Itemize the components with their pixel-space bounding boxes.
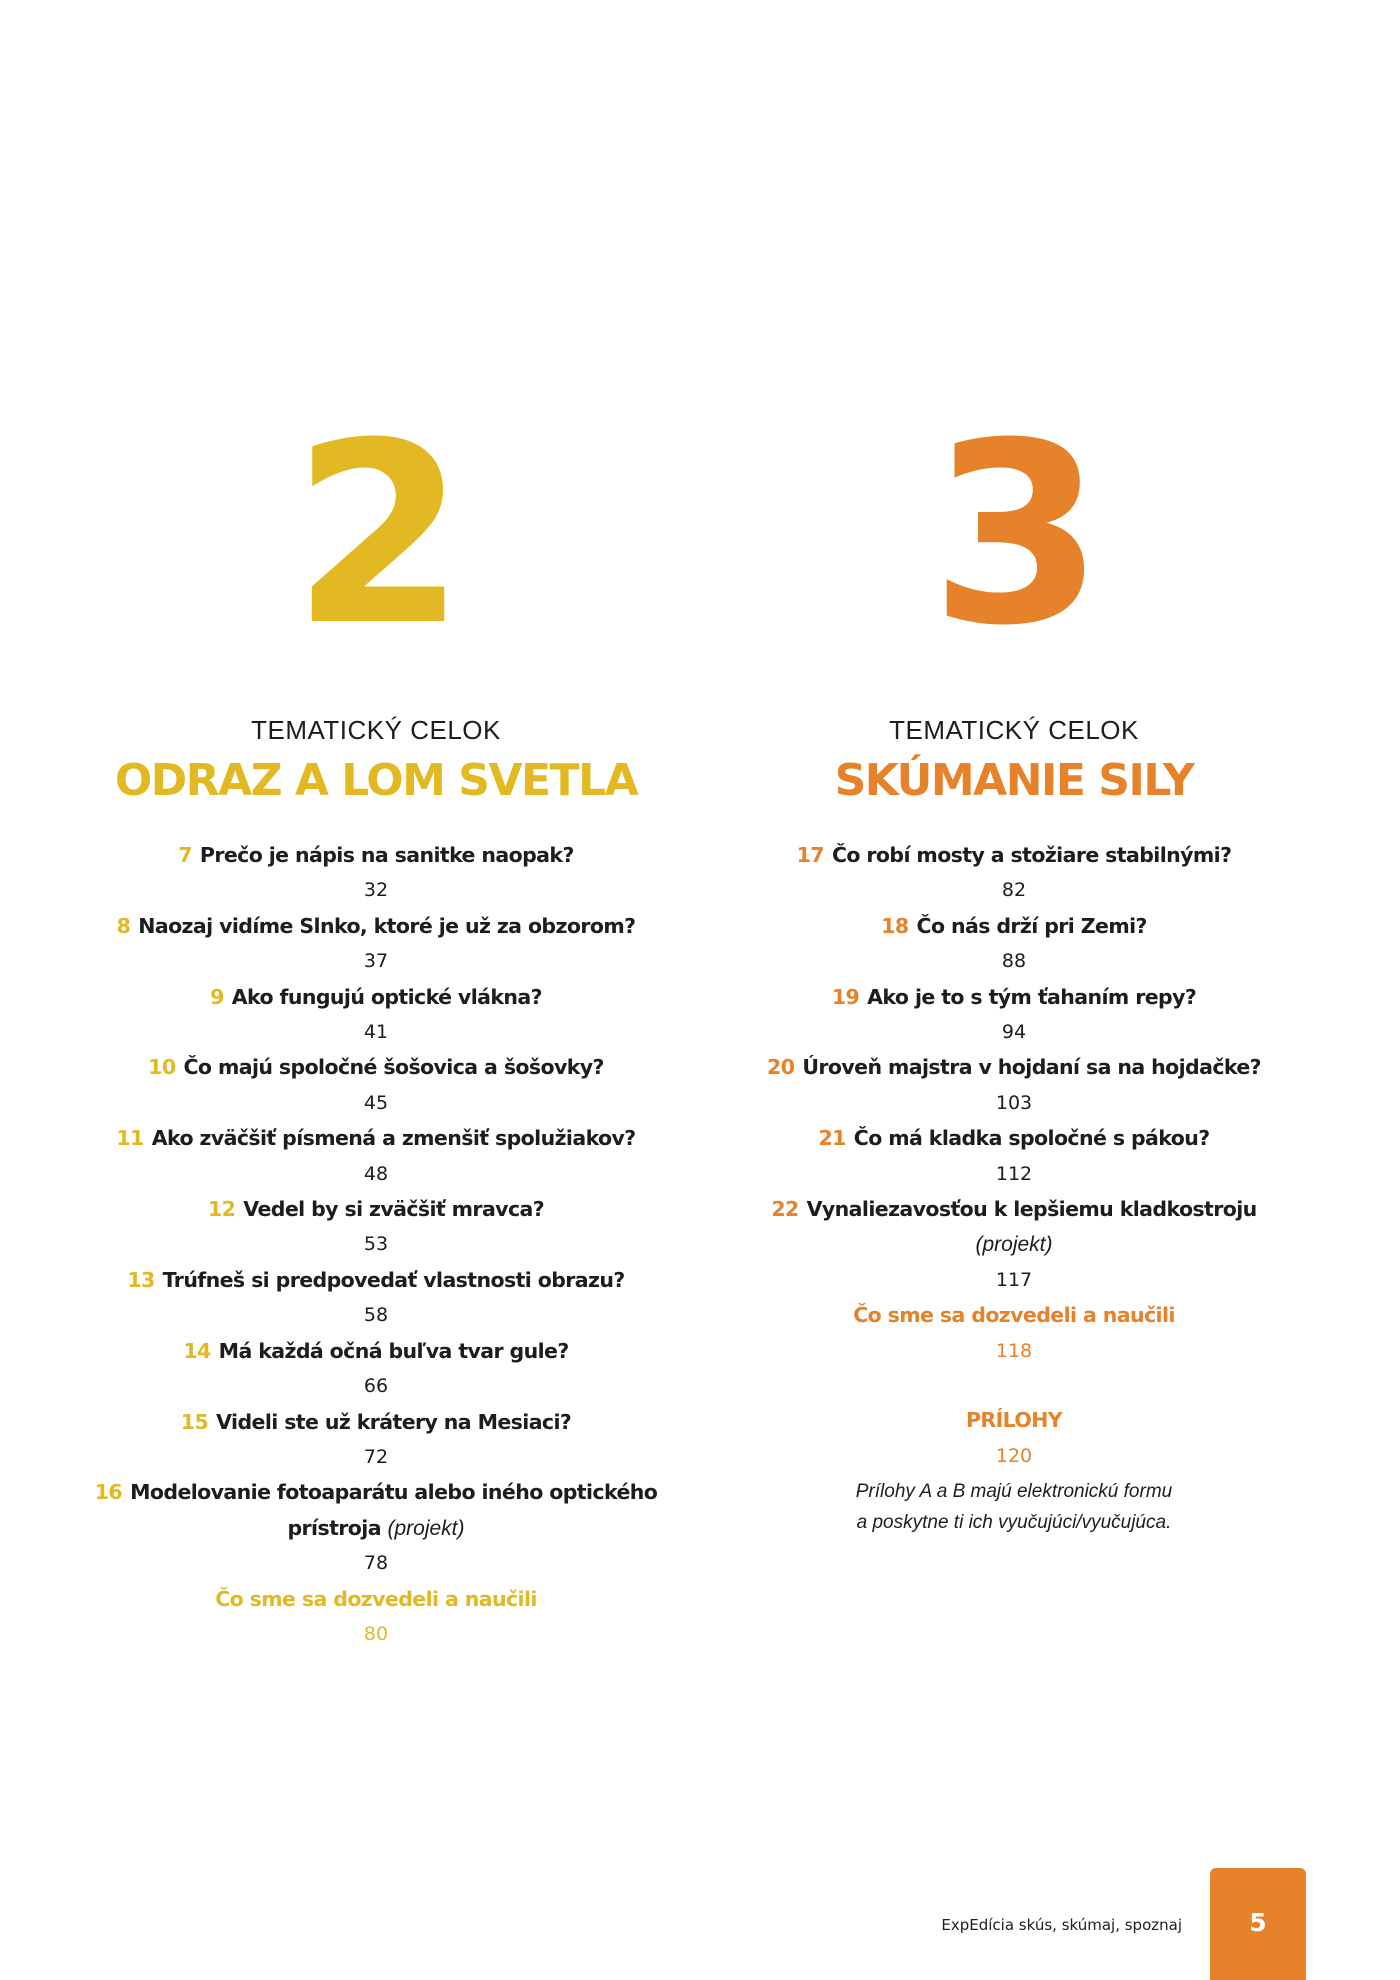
page-number: 88 [1001,950,1027,973]
toc-entry[interactable] [56,1405,696,1476]
lesson-title: Čo nás drží pri Zemi? [916,913,1147,938]
page-number: 80 [363,1622,389,1645]
toc-entry[interactable] [694,1050,1334,1121]
lesson-title: Má každá očná buľva tvar gule? [218,1338,569,1363]
page-number: 48 [363,1162,389,1185]
toc-entry[interactable] [694,1192,1334,1298]
lesson-number: 17 [796,843,824,867]
lesson-title: Prečo je nápis na sanitke naopak? [199,843,574,867]
lesson-title: Čo robí mosty a stožiare stabilnými? [831,843,1232,867]
page-number: 120 [995,1444,1033,1467]
lesson-title: Ako zväčšiť písmená a zmenšiť spolužiakov? [151,1126,636,1151]
page-number: 32 [363,879,389,902]
book-title: ExpEdícia skús, skúmaj, spoznaj [941,1916,1182,1934]
lesson-title: Modelovanie fotoaparátu alebo iného optického [130,1480,658,1505]
page-number: 72 [363,1445,389,1468]
appendix-note-line: Prílohy A a B majú elektronickú formu [855,1480,1173,1502]
lesson-number: 8 [116,913,131,938]
toc-summary[interactable] [56,1582,696,1653]
unit-number: 2 [292,389,460,680]
lesson-title: Čo má kladka spoločné s pákou? [853,1126,1210,1151]
toc-appendix[interactable] [694,1403,1334,1538]
page-number: 66 [363,1375,389,1398]
toc-entry[interactable] [56,1050,696,1121]
lesson-number: 21 [818,1126,846,1151]
table-of-contents [56,838,696,1652]
lesson-number: 19 [831,984,860,1009]
page-number: 78 [363,1552,389,1575]
toc-entry[interactable] [56,1121,696,1192]
lesson-number: 14 [183,1338,211,1363]
lesson-title: Ako fungujú optické vlákna? [231,984,542,1009]
toc-entry[interactable] [56,980,696,1051]
lesson-title-continued: prístroja [287,1515,381,1540]
lesson-title: Ako je to s tým ťahaním repy? [867,984,1197,1009]
lesson-title: Naozaj vidíme Slnko, ktoré je už za obzorom? [138,913,636,938]
lesson-number: 13 [127,1267,155,1292]
lesson-title: Vynaliezavosťou k lepšiemu kladkostroju [806,1197,1257,1222]
table-of-contents [694,838,1334,1538]
page-number: 103 [995,1091,1033,1114]
page-number: 58 [363,1304,389,1327]
page-number-label: 5 [1249,1908,1267,1937]
toc-entry[interactable] [56,1475,696,1581]
toc-entry[interactable] [694,838,1334,909]
lesson-number: 16 [94,1480,123,1505]
lesson-title: Čo majú spoločné šošovica a šošovky? [183,1055,604,1080]
page-number: 37 [363,950,389,973]
appendix-note-line: a poskytne ti ich vyučujúci/vyučujúca. [856,1511,1172,1533]
toc-entry[interactable] [694,980,1334,1051]
appendix-title: PRÍLOHY [966,1408,1062,1433]
project-tag: (projekt) [975,1233,1053,1257]
lesson-title: Vedel by si zväčšiť mravca? [243,1197,545,1222]
page-number-badge [1210,1868,1306,1980]
lesson-number: 20 [767,1055,795,1080]
lesson-number: 15 [180,1409,209,1434]
summary-title: Čo sme sa dozvedeli a naučili [215,1586,537,1611]
lesson-number: 7 [178,843,192,867]
lesson-number: 10 [148,1055,176,1080]
page-number: 94 [1001,1021,1027,1044]
toc-entry[interactable] [694,1121,1334,1192]
unit-title: SKÚMANIE SILY [834,755,1194,806]
toc-entry[interactable] [56,909,696,980]
page-number: 117 [995,1268,1033,1291]
lesson-number: 9 [210,984,224,1009]
lesson-number: 11 [116,1126,144,1151]
lesson-title: Videli ste už krátery na Mesiaci? [216,1409,572,1434]
lesson-title: Trúfneš si predpovedať vlastnosti obrazu? [162,1267,625,1292]
toc-summary[interactable] [694,1298,1334,1369]
page-number: 45 [363,1091,389,1114]
lesson-number: 18 [881,913,909,938]
unit-kicker: TEMATICKÝ CELOK [251,715,501,745]
project-tag: (projekt) [387,1516,465,1540]
toc-entry[interactable] [56,1192,696,1263]
page-number: 53 [363,1233,389,1256]
summary-title: Čo sme sa dozvedeli a naučili [853,1303,1175,1328]
page-number: 118 [995,1339,1033,1362]
lesson-title: Úroveň majstra v hojdaní sa na hojdačke? [802,1055,1261,1080]
appendix-note [694,1476,1334,1538]
page-number: 41 [363,1021,389,1044]
page-number: 112 [995,1162,1033,1185]
toc-entry[interactable] [694,909,1334,980]
toc-entry[interactable] [56,1263,696,1334]
page-number: 82 [1001,879,1027,902]
toc-entry[interactable] [56,1334,696,1405]
toc-entry[interactable] [56,838,696,909]
lesson-number: 22 [771,1197,799,1222]
unit-number: 3 [930,389,1098,680]
unit-title: ODRAZ A LOM SVETLA [114,755,638,806]
unit-kicker: TEMATICKÝ CELOK [889,715,1139,745]
lesson-number: 12 [207,1197,236,1222]
